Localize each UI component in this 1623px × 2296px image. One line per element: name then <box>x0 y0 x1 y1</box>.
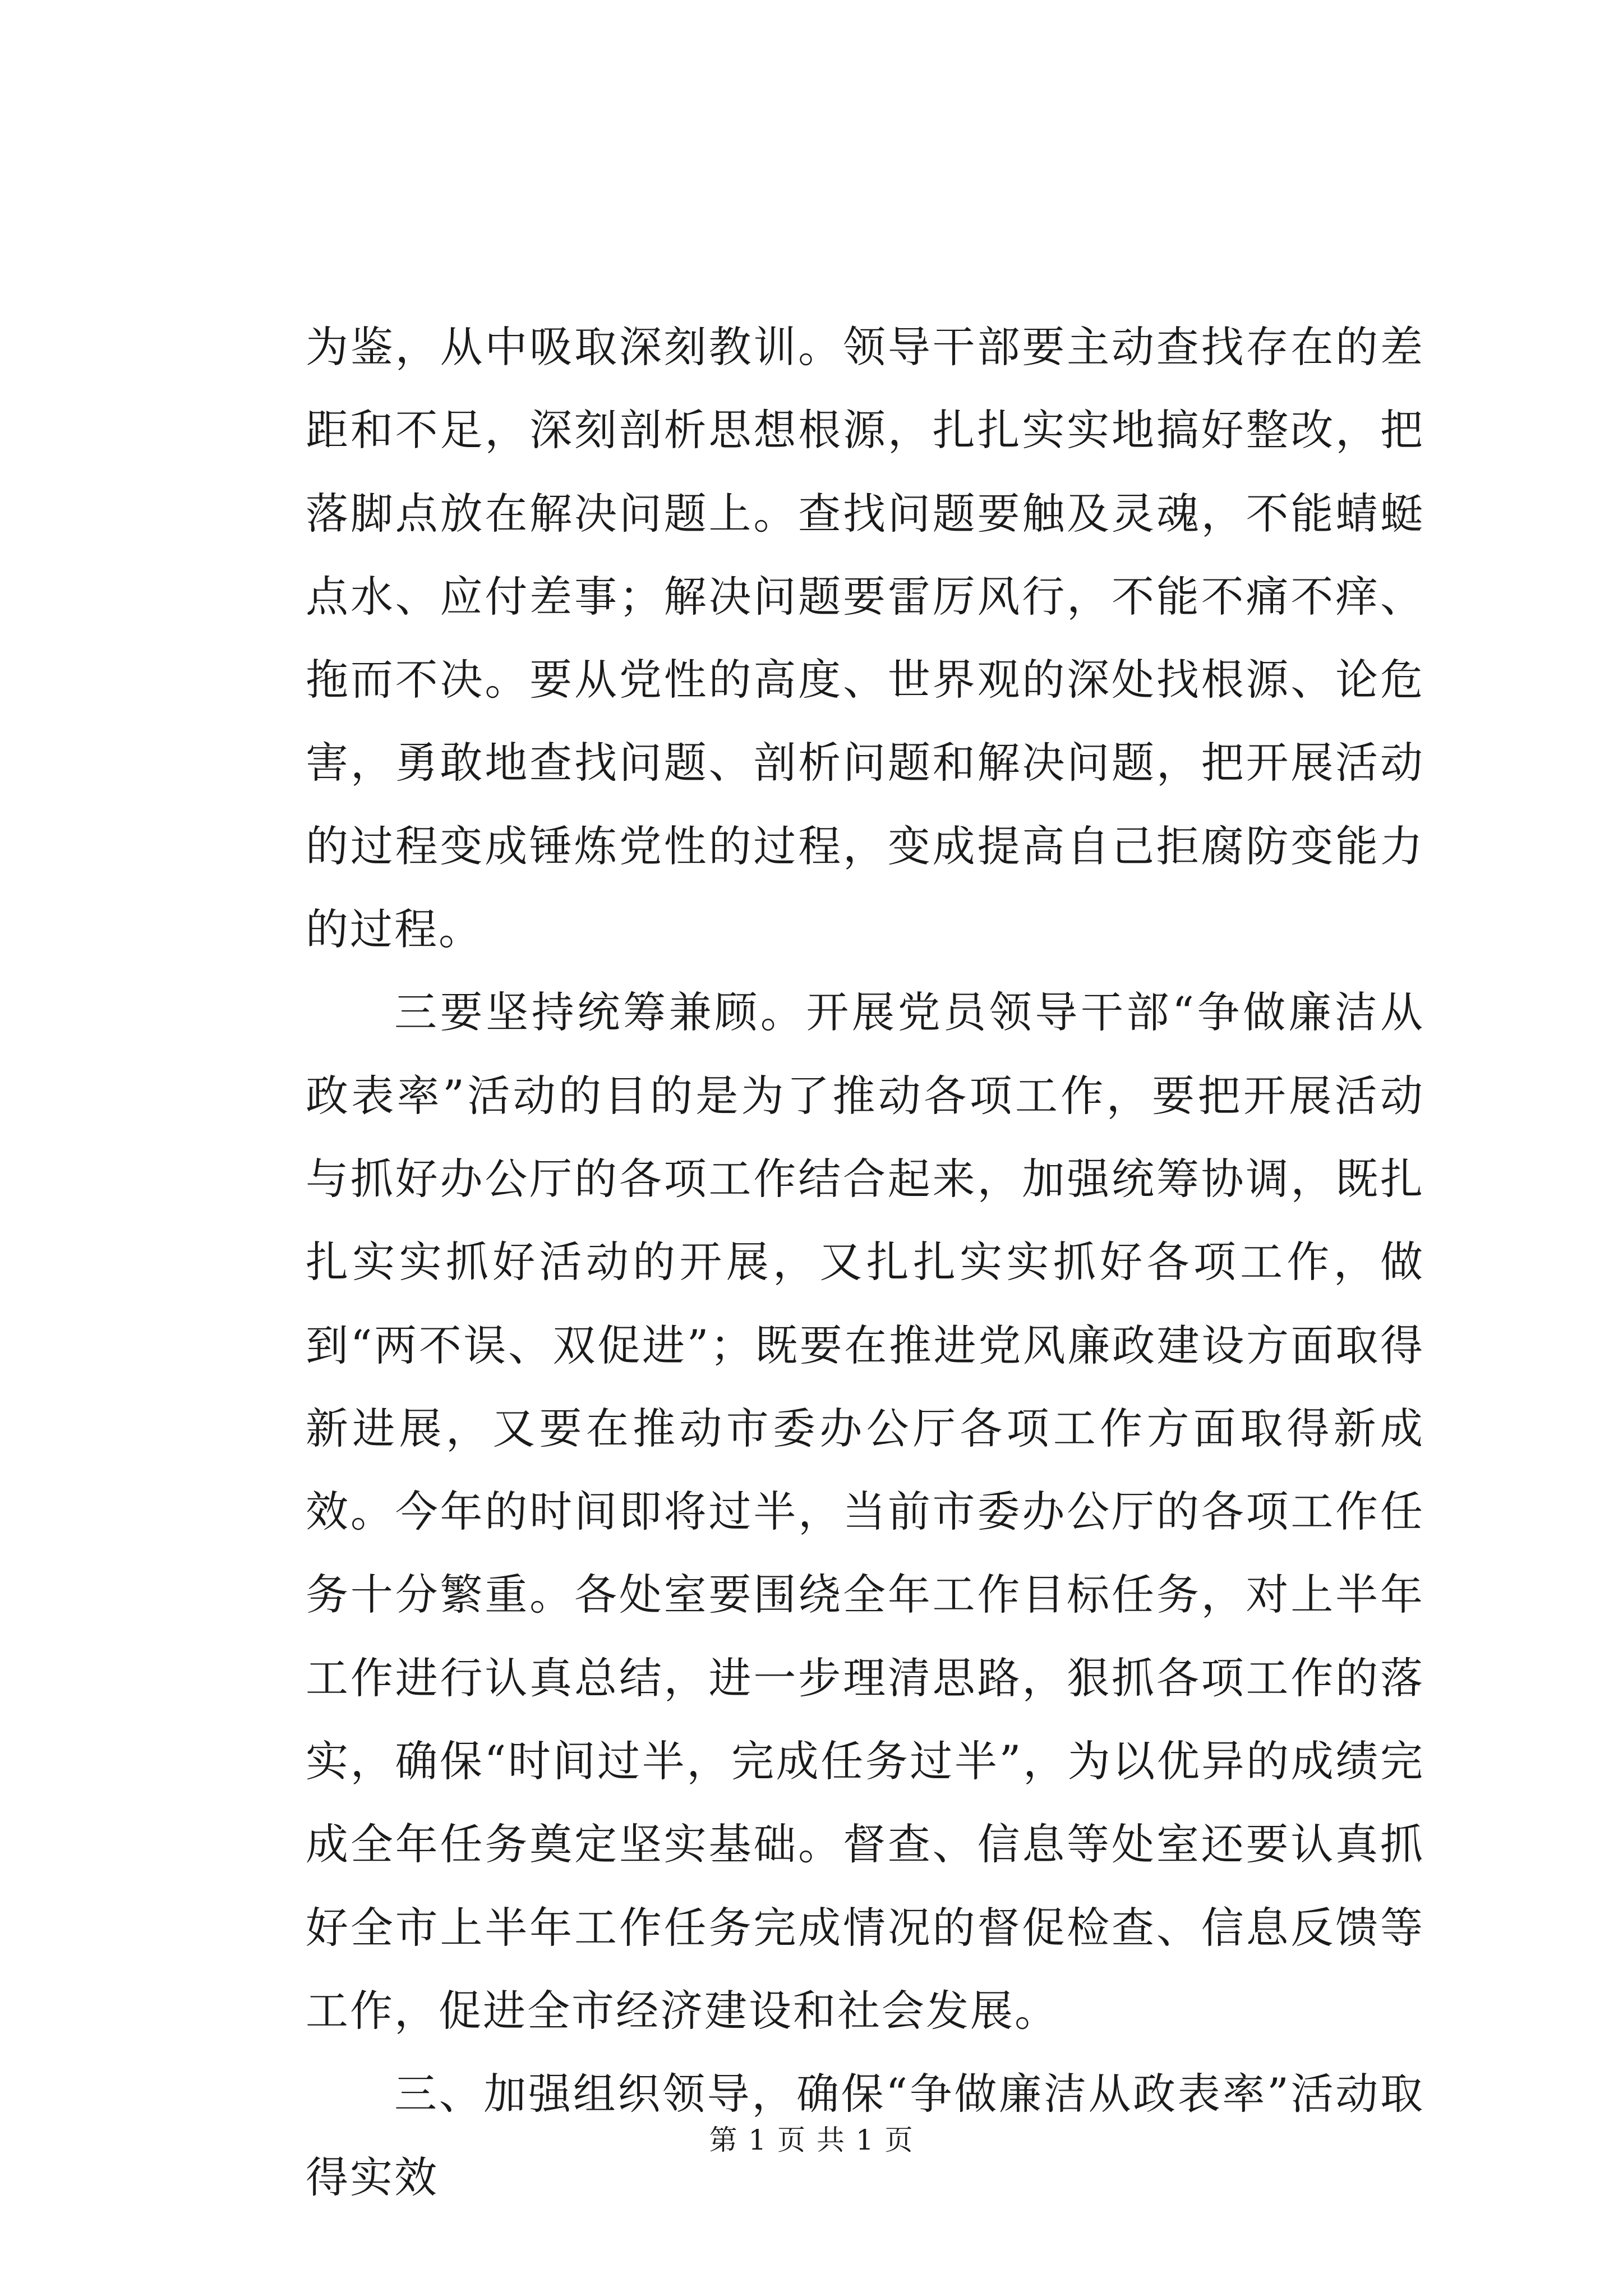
section-heading: 三、加强组织领导，确保“争做廉洁从政表率”活动取得实效 <box>306 2069 1424 2202</box>
document-body <box>306 306 1424 2219</box>
paragraph-1: 为鉴，从中吸取深刻教训。领导干部要主动查找存在的差距和不足，深刻剖析思想根源，扎扎实实地搞好整改，把落脚点放在解决问题上。查找问题要触及灵魂，不能蜻蜓点水、应付差事；解决问题要雷厉风行，不能不痛不痒、拖而不决。要从党性的高度、世界观的深处找根源、论危害，勇敢地查找问题、剖析问题和解决问题，把开展活动的过程变成锤炼党性的过程，变成提高自己拒腐防变能力的过程。 <box>306 322 1424 955</box>
page-footer: 第 1 页 共 1 页 <box>709 2124 914 2156</box>
paragraph-2: 三要坚持统筹兼顾。开展党员领导干部“争做廉洁从政表率”活动的目的是为了推动各项工作，要把开展活动与抓好办公厅的各项工作结合起来，加强统筹协调，既扎扎实实抓好活动的开展，又扎扎实实抓好各项工作，做到“两不误、双促进”；既要在推进党风廉政建设方面取得新进展，又要在推动市委办公厅各项工作方面取得新成效。今年的时间即将过半，当前市委办公厅的各项工作任务十分繁重。各处室要围绕全年工作目标任务，对上半年工作进行认真总结，进一步理清思路，狠抓各项工作的落实，确保“时间过半，完成任务过半”，为以优异的成绩完成全年任务奠定坚实基础。督查、信息等处室还要认真抓好全市上半年工作任务完成情况的督促检查、信息反馈等工作，促进全市经济建设和社会发展。 <box>306 987 1424 2036</box>
